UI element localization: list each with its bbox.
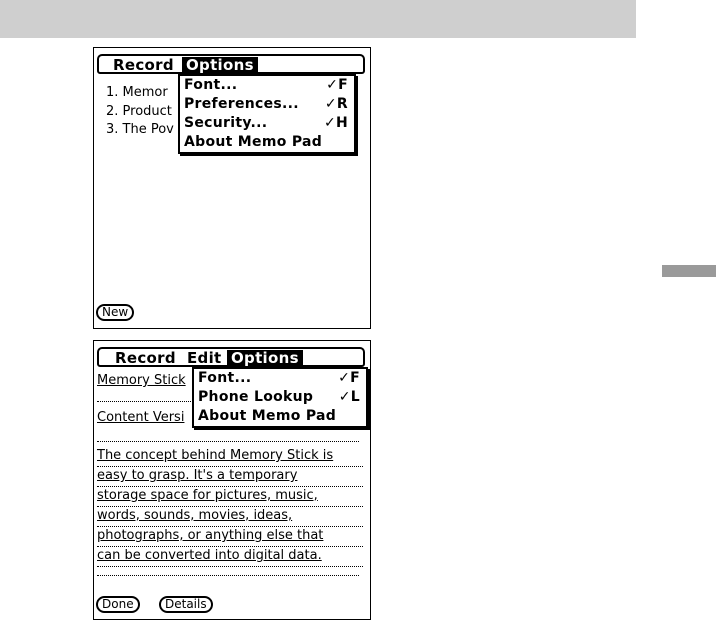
menu-item-label: Security...	[184, 115, 268, 131]
graffiti-stroke-icon: ✓	[326, 77, 339, 93]
menu-options[interactable]: Options	[227, 350, 303, 368]
menu-bar	[97, 347, 365, 367]
dotted-rule	[97, 441, 359, 442]
menu-item-phone-lookup[interactable]	[194, 388, 366, 407]
new-button[interactable]: New	[96, 304, 134, 321]
list-item[interactable]: 3. The Pov	[106, 122, 174, 137]
shortcut-hint: ✓F	[338, 370, 360, 386]
memo-body-text[interactable]	[97, 447, 363, 567]
memo-list	[106, 84, 174, 140]
menu-item-label: Phone Lookup	[198, 389, 314, 405]
details-button[interactable]: Details	[159, 596, 213, 613]
graffiti-stroke-icon: ✓	[338, 370, 351, 386]
memo-edit-screen	[93, 340, 371, 620]
text-line: The concept behind Memory Stick is	[97, 447, 363, 467]
graffiti-stroke-icon: ✓	[323, 115, 336, 131]
dotted-rule	[97, 575, 359, 576]
list-item[interactable]: 1. Memor	[106, 85, 168, 100]
memo-list-screen	[93, 47, 371, 329]
menu-item-label: Preferences...	[184, 96, 299, 112]
menu-item-about[interactable]	[194, 407, 366, 426]
section-side-tab	[662, 265, 716, 277]
menu-edit[interactable]: Edit	[187, 349, 222, 367]
menu-item-about[interactable]	[180, 133, 354, 152]
menu-item-preferences[interactable]	[180, 95, 354, 114]
top-header-bar	[0, 0, 636, 38]
memo-subtitle-field[interactable]: Content Versi	[97, 410, 185, 425]
shortcut-hint: ✓L	[338, 389, 360, 405]
shortcut-hint: ✓F	[326, 77, 348, 93]
menu-item-label: Font...	[198, 370, 252, 386]
menu-bar	[97, 54, 365, 74]
shortcut-hint: ✓R	[324, 96, 348, 112]
menu-record[interactable]: Record	[115, 349, 176, 367]
text-line: words, sounds, movies, ideas,	[97, 507, 363, 527]
graffiti-stroke-icon: ✓	[324, 96, 337, 112]
text-line: photographs, or anything else that	[97, 527, 363, 547]
menu-options[interactable]: Options	[182, 57, 258, 75]
list-item[interactable]: 2. Product	[106, 103, 172, 119]
options-dropdown-menu	[192, 367, 368, 428]
text-line: storage space for pictures, music,	[97, 487, 363, 507]
memo-title-field[interactable]: Memory Stick	[97, 373, 186, 388]
text-line: can be converted into digital data.	[97, 547, 363, 567]
menu-item-font[interactable]	[180, 76, 354, 95]
text-line: easy to grasp. It's a temporary	[97, 467, 363, 487]
shortcut-hint: ✓H	[323, 115, 348, 131]
menu-item-label: Font...	[184, 77, 238, 93]
menu-record[interactable]: Record	[113, 56, 174, 74]
menu-item-label: About Memo Pad	[184, 134, 323, 150]
menu-item-security[interactable]	[180, 114, 354, 133]
graffiti-stroke-icon: ✓	[338, 389, 351, 405]
done-button[interactable]: Done	[96, 596, 140, 613]
menu-item-label: About Memo Pad	[198, 408, 337, 424]
options-dropdown-menu	[178, 74, 356, 154]
menu-item-font[interactable]	[194, 369, 366, 388]
